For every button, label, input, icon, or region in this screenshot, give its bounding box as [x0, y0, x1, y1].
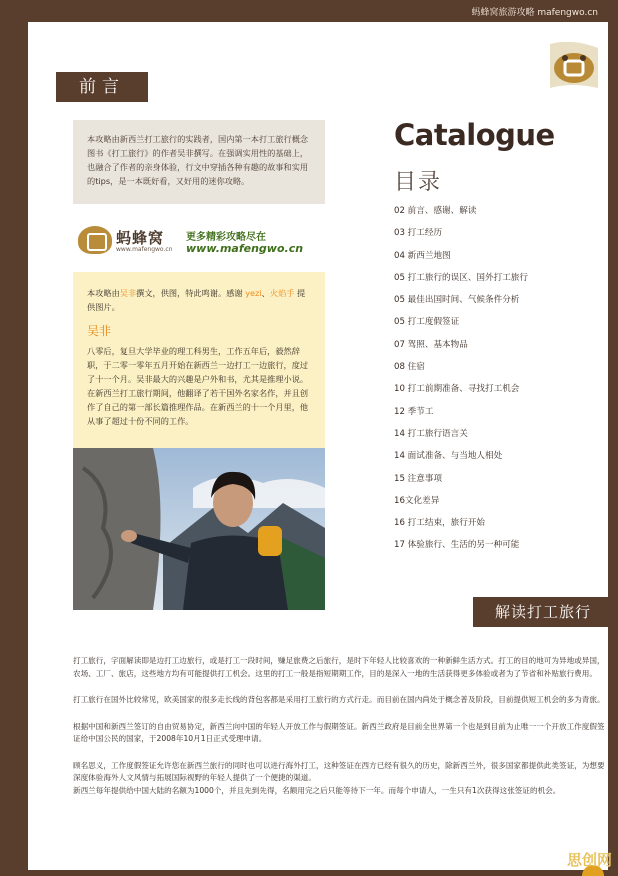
toc-item[interactable]: 04 新西兰地图	[394, 250, 451, 261]
brand-small-url[interactable]: www.mafengwo.cn	[116, 246, 173, 253]
toc-item[interactable]: 05 最佳出国时间、气候条件分析	[394, 295, 520, 306]
toc-item[interactable]: 16文化差异	[394, 495, 440, 506]
toc-item[interactable]: 14 打工旅行语言关	[394, 428, 468, 439]
brand-banner	[78, 222, 318, 262]
toc-item[interactable]: 05 打工旅行的误区、国外打工旅行	[394, 272, 528, 283]
bio-credit	[87, 286, 311, 314]
toc-item[interactable]: 17 体验旅行、生活的另一种可能	[394, 540, 520, 551]
toc-item[interactable]: 14 面试准备、与当地人相处	[394, 451, 503, 462]
toc-item[interactable]: 12 季节工	[394, 406, 434, 417]
body-paragraph: 打工旅行，字面解读即是边打工边旅行，或是打工一段时间，赚足旅费之后旅行，是时下年轻人比较喜欢的一种新鲜生活方式。打工的目的地可为异地或异国，农场、工厂、旅店，这些地方均有可能提供打工机会。这里的打工一般是指短期期工作，目的是深入一地的生活获得更多体验或者为了节省和补贴旅行费用。	[73, 656, 605, 678]
toc-item[interactable]: 02 前言、感谢、解读	[394, 206, 477, 216]
table-of-contents	[394, 205, 528, 562]
author-bio-text: 八零后，复旦大学毕业的理工科男生，工作五年后，毅然辞职，于二零一零年五月开始在新西兰一边打工一边旅行，度过了十一个月。吴非最大的兴趣是户外和书，尤其是推理小说。在新西兰打工旅行期间，他翻译了若干国外名家名作，并且创作了自己的第一部长篇推理作品。在新西兰的十一个月里，他从事了超过十份不同的工作。	[87, 346, 309, 426]
toc-item[interactable]: 05 打工度假签证	[394, 317, 460, 328]
page	[28, 22, 608, 870]
section-body	[73, 655, 608, 811]
credit-suffix: 提供图片。	[87, 288, 306, 312]
brand-tagline: 更多精彩攻略尽在	[186, 232, 266, 243]
credit-photographer-2: 火焰手	[269, 288, 295, 298]
author-name: 吴非	[87, 324, 112, 338]
catalogue-subtitle: 目录	[394, 170, 443, 195]
bee-logo-icon	[78, 226, 112, 254]
toc-item[interactable]: 07 驾照、基本物品	[394, 339, 468, 350]
brand-name: 蚂蜂窝	[116, 229, 165, 247]
toc-item[interactable]: 08 住宿	[394, 362, 425, 373]
brand-url-link[interactable]: www.mafengwo.cn	[186, 242, 304, 255]
credit-mid: 撰文，供图，特此鸣谢。感谢	[136, 288, 246, 298]
preface-tab: 前言	[56, 72, 148, 102]
portrait-photo	[73, 448, 325, 610]
credit-prefix: 本攻略由	[87, 288, 120, 298]
credit-sep: 、	[261, 288, 270, 298]
watermark: 思创网	[566, 851, 612, 869]
toc-item[interactable]: 03 打工经历	[394, 228, 443, 239]
credit-author: 吴非	[119, 288, 137, 298]
body-paragraph: 打工旅行在国外比较常见，欧美国家的很多走长线的背包客都是采用打工旅行的方式行走。而目前在国内尚处于概念普及阶段，目前提供短工机会的多为青旅。	[73, 695, 605, 704]
body-paragraph: 根据中国和新西兰签订的自由贸易协定，新西兰向中国的年轻人开放工作与假期签证。新西兰政府是目前全世界第一个也是到目前为止唯一一个开放工作度假签证给中国公民的国家，于2008年10月1日正式受理申请。	[73, 721, 605, 743]
toc-item[interactable]: 16 打工结束，旅行开始	[394, 518, 486, 529]
site-url[interactable]: 蚂蜂窝旅游攻略 mafengwo.cn	[471, 8, 598, 18]
toc-item[interactable]: 10 打工前期准备、寻找打工机会	[394, 384, 520, 395]
section-tab: 解读打工旅行	[473, 597, 608, 627]
body-paragraph: 新西兰每年提供给中国大陆的名额为1000个，并且先到先得，名额用完之后只能等待下一年。而每个申请人，一生只有1次获得这张签证的机会。	[73, 785, 561, 795]
preface-intro: 本攻略由新西兰打工旅行的实践者，国内第一本打工旅行概念图书《打工旅行》的作者吴非撰写。在强调实用性的基础上，也融合了作者的亲身体验，行文中穿插各种有趣的故事和实用的tips，是一本既好看，又好用的迷你攻略。	[73, 120, 325, 204]
author-bio	[73, 272, 325, 448]
body-paragraph: 顾名思义，工作度假签证允许您在新西兰旅行的同时也可以进行海外打工，这种签证在西方已经有很久的历史，除新西兰外，很多国家都提供此类签证，为想要深度体验海外人文风情与拓展国际视野的年轻人提供了一个便捷的渠道。	[73, 760, 605, 782]
catalogue-title: Catalogue	[394, 118, 555, 152]
mafengwo-logo-icon	[532, 42, 602, 90]
credit-photographer-1: yezi	[245, 288, 262, 298]
toc-item[interactable]: 15 注意事项	[394, 473, 443, 484]
